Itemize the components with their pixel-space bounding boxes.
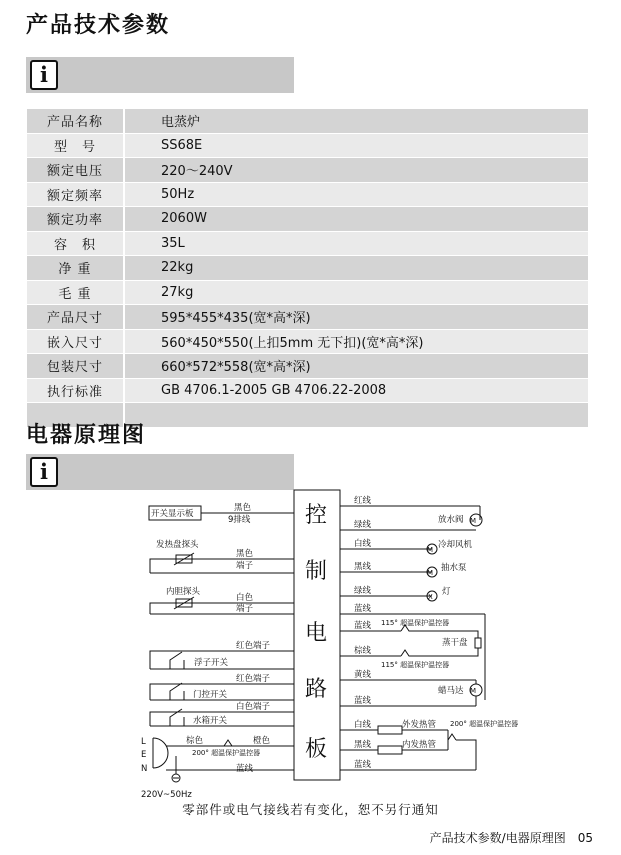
board-char: 制 [305,559,328,584]
door-switch-symbol [170,683,182,700]
svg-text:棕线: 棕线 [354,646,372,656]
svg-text:白线: 白线 [354,720,372,730]
change-notice: 零部件或电气接线若有变化，恕不另行通知 [182,802,439,817]
svg-text:红色端子: 红色端子 [236,641,271,651]
svg-text:棕色: 棕色 [186,736,204,746]
spec-value: 22kg [124,256,588,281]
spec-label: 净 重 [27,256,124,281]
svg-text:绿线: 绿线 [354,520,372,530]
svg-text:蓝线: 蓝线 [354,760,372,770]
svg-text:X: X [428,593,433,601]
float-switch-symbol [170,652,182,669]
board-char: 板 [305,737,328,762]
board-char: 路 [305,677,328,702]
svg-text:橙色: 橙色 [253,736,271,746]
svg-text:外发热管: 外发热管 [402,720,437,730]
svg-text:冷却风机: 冷却风机 [438,540,473,550]
svg-text:200° 超温保护温控器: 200° 超温保护温控器 [192,749,261,757]
svg-text:115° 超温保护温控器: 115° 超温保护温控器 [381,619,450,627]
spec-value: 35L [124,231,588,256]
section-title-diagram: 电器原理图 [26,423,147,448]
svg-text:黑线: 黑线 [354,740,372,750]
section-title-specs: 产品技术参数 [26,13,171,38]
inner-probe-label: 内胆探头 [166,587,201,597]
svg-text:白色: 白色 [236,593,254,603]
display-board-label: 开关显示板 [151,509,194,519]
spec-label: 型 号 [27,133,124,158]
plug-symbol [153,738,168,768]
svg-text:黑色: 黑色 [234,503,252,513]
board-char: 控 [305,503,328,528]
svg-text:黑色: 黑色 [236,549,254,559]
spec-label: 执行标准 [27,378,124,403]
svg-text:黑线: 黑线 [354,562,372,572]
svg-text:放水阀: 放水阀 [438,515,464,525]
svg-text:绿线: 绿线 [354,586,372,596]
heat-probe-label: 发热盘探头 [156,540,199,550]
float-switch-label: 浮子开关 [194,658,229,668]
spec-label: 容 积 [27,231,124,256]
inner-tube-symbol [378,746,402,754]
spec-value: GB 4706.1-2005 GB 4706.22-2008 [124,378,588,403]
svg-text:灯: 灯 [442,587,451,597]
outer-tube-symbol [378,726,402,734]
svg-text:红线: 红线 [354,496,372,506]
spec-value: 2060W [124,207,588,232]
svg-text:M: M [427,546,434,554]
svg-text:红色端子: 红色端子 [236,674,271,684]
svg-text:蓝线: 蓝线 [354,604,372,614]
spec-value: 595*455*435(宽*高*深) [124,305,588,330]
spec-value: SS68E [124,133,588,158]
svg-text:端子: 端子 [236,561,254,571]
svg-text:端子: 端子 [236,604,254,614]
spec-value: 电蒸炉 [124,109,588,133]
door-switch-label: 门控开关 [193,690,228,700]
steam-plate-symbol [475,638,481,648]
spec-value: 560*450*550(上扣5mm 无下扣)(宽*高*深) [124,329,588,354]
svg-text:蓝线: 蓝线 [354,621,372,631]
spec-label: 产品尺寸 [27,305,124,330]
board-char: 电 [305,621,328,646]
svg-text:黄线: 黄线 [354,670,372,680]
svg-text:抽水泵: 抽水泵 [441,563,467,573]
svg-text:蓝线: 蓝线 [354,696,372,706]
svg-text:白色端子: 白色端子 [236,702,271,712]
svg-text:蒸干盘: 蒸干盘 [442,638,468,648]
svg-text:200° 超温保护温控器: 200° 超温保护温控器 [450,720,519,728]
info-icon: i [30,457,58,487]
info-icon: i [30,60,58,90]
svg-text:M: M [470,517,477,525]
svg-text:蓝线: 蓝线 [236,764,254,774]
svg-text:内发热管: 内发热管 [402,740,437,750]
svg-text:N: N [141,764,148,774]
spec-label: 包装尺寸 [27,354,124,379]
svg-text:M: M [470,687,477,695]
supply-label: 220V~50Hz [141,790,192,800]
svg-text:白线: 白线 [354,539,372,549]
svg-text:M: M [427,569,434,577]
spec-label: 嵌入尺寸 [27,329,124,354]
page-footer: 产品技术参数/电器原理图 05 [429,831,593,845]
svg-text:L: L [141,737,146,747]
spec-label: 产品名称 [27,109,124,133]
spec-label: 毛 重 [27,280,124,305]
svg-text:9排线: 9排线 [228,515,251,525]
svg-text:E: E [141,750,147,760]
spec-label: 额定电压 [27,158,124,183]
spec-value: 660*572*558(宽*高*深) [124,354,588,379]
spec-value: 27kg [124,280,588,305]
spec-label: 额定功率 [27,207,124,232]
spec-value: 50Hz [124,182,588,207]
thermostat-symbol [224,740,232,746]
svg-text:115° 超温保护温控器: 115° 超温保护温控器 [381,661,450,669]
tank-switch-label: 水箱开关 [193,716,228,726]
svg-text:蜡马达: 蜡马达 [438,686,464,696]
spec-value: 220～240V [124,158,588,183]
spec-label: 额定频率 [27,182,124,207]
